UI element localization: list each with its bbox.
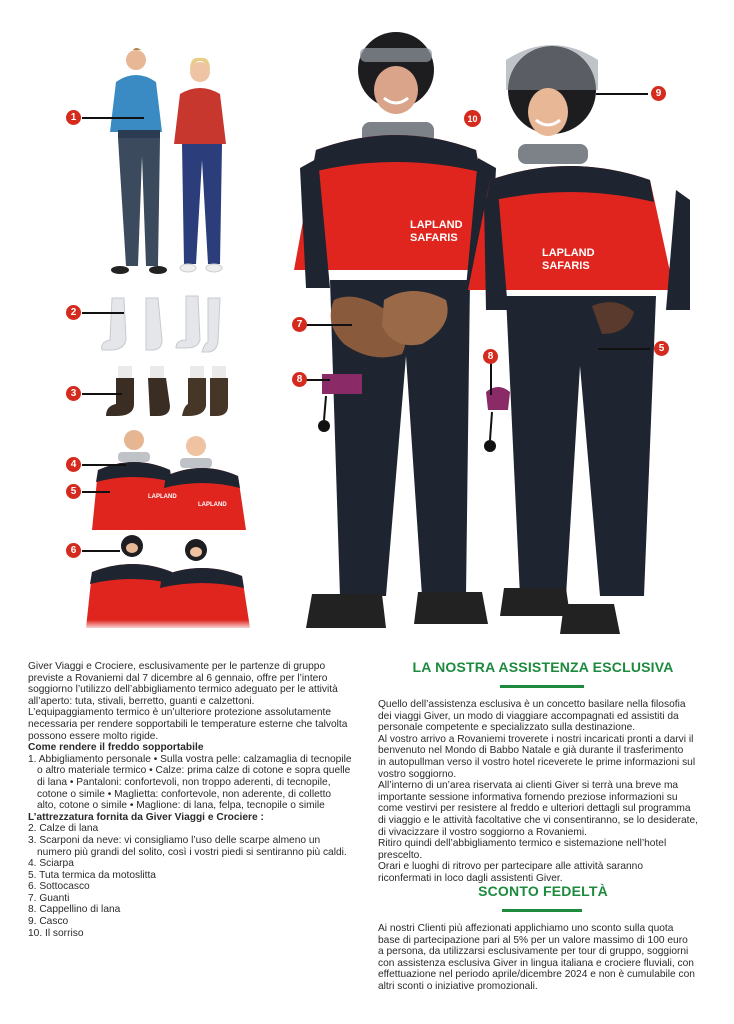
marker-2: 2 (66, 305, 81, 320)
intro-line: necessaria per rendere sopportabili le temperature esterne che talvolta (28, 718, 348, 730)
photo-scarf-and-suit (92, 430, 246, 530)
marker-5b: 5 (654, 341, 669, 356)
suit-logo-right-line1: LAPLAND (542, 247, 595, 259)
intro-paragraph (28, 661, 378, 742)
intro-line: all’aperto: tuta, stivali, berretto, guanti e calzettoni. (28, 695, 255, 707)
equipment-item: 9. Casco (28, 916, 69, 928)
equipment-section-title: L’attrezzatura fornita da Giver Viaggi e Crociere : (28, 811, 264, 823)
suit-logo-left-line1: LAPLAND (410, 219, 463, 231)
photo-snow-boots (106, 366, 228, 416)
assistance-line: di viaggio e le attività facoltative che vi consentiranno, se lo desiderate, (378, 814, 698, 826)
assistance-line: All’interno di un’area riservata ai clienti Giver si terrà una breve ma (378, 780, 679, 792)
assistance-line: Al vostro arrivo a Rovaniemi troverete i nostri incaricati pronti a darvi il (378, 733, 694, 745)
suit-logo-right-line2: SAFARIS (542, 260, 590, 272)
leader-8a (306, 379, 330, 381)
leader-2 (82, 312, 124, 314)
equipment-item: 10. Il sorriso (28, 927, 84, 939)
equipment-item: 5. Tuta termica da motoslitta (28, 869, 156, 881)
marker-10: 10 (464, 110, 481, 127)
cold-line: alto, cotone o simile • Maglione: di lana, felpa, tecnopile o simile (37, 800, 325, 812)
assistance-line: in autopullman verso il vostro hotel riceverete le prime informazioni sul (378, 756, 696, 768)
cold-line: o altro materiale termico • Calze: prima calze di cotone e sopra quelle (37, 765, 351, 777)
loyalty-line: altri sconti o iniziative promozionali. (378, 980, 538, 992)
assistance-heading-rule (500, 685, 584, 688)
leader-4 (82, 464, 126, 466)
equipment-item: 4. Sciarpa (28, 858, 74, 870)
assistance-line: Quello dell’assistenza esclusiva è un concetto basilare nella filosofia (378, 699, 686, 710)
loyalty-heading-rule (502, 909, 582, 912)
assistance-line: come vestirvi per resistere al freddo e ulteriori dettagli sul programma (378, 803, 691, 815)
thermal-clothing-text (28, 661, 378, 939)
assistance-heading: LA NOSTRA ASSISTENZA ESCLUSIVA (412, 659, 674, 675)
photo-base-layer-couple (110, 48, 226, 274)
leader-5a (82, 491, 110, 493)
leader-9 (596, 93, 648, 95)
cold-section-title: Come rendere il freddo sopportabile (28, 742, 204, 754)
assistance-line: benvenuto nel Mondo di Babbo Natale e già durante il trasferimento (378, 745, 684, 757)
intro-line: possono essere molto rigide. (28, 730, 159, 742)
photo-full-outfit-right (468, 45, 690, 634)
leader-1 (82, 117, 144, 119)
leader-7 (306, 324, 352, 326)
suit-logo-left-line2: SAFARIS (410, 232, 458, 244)
leader-5b (598, 348, 650, 350)
intro-line: previste a Rovaniemi dal 7 dicembre al 6 gennaio, offre per l’intero (28, 672, 328, 684)
equipment-list (28, 823, 378, 939)
loyalty-line: base di partecipazione pari al 5% per un valore massimo di 100 euro (378, 934, 688, 946)
loyalty-text (378, 923, 723, 993)
mini-logo-b: LAPLAND (198, 502, 227, 508)
equipment-item: 2. Calze di lana (28, 823, 99, 835)
assistance-line: prescelto. (378, 849, 423, 861)
equipment-item: 8. Cappellino di lana (28, 904, 121, 916)
mini-logo-a: LAPLAND (148, 494, 177, 500)
loyalty-line: con assistenza esclusiva Giver in lingua italiana e crociere fluviali, con (378, 957, 694, 969)
loyalty-heading: SCONTO FEDELTÀ (478, 883, 608, 899)
loyalty-line: a persona, da utilizzarsi esclusivamente per tour di gruppo, soggiorni (378, 946, 689, 958)
loyalty-line: effettuazione nel periodo aprile/dicembre 2024 e non è cumulabile con (378, 969, 695, 981)
cold-line: di lana • Pantaloni: confortevoli, non troppo aderenti, di tecnopile, (37, 776, 331, 788)
assistance-line: personale competente e specializzato sulla destinazione. (378, 722, 636, 734)
marker-9: 9 (651, 86, 666, 101)
leader-6 (82, 550, 120, 552)
intro-line: soggiorno l’utilizzo dell’abbigliamento termico adeguato per le attività (28, 684, 338, 696)
marker-4: 4 (66, 457, 81, 472)
marker-1: 1 (66, 110, 81, 125)
assistance-line: dei viaggi Giver, un modo di viaggiare accompagnati ed assistiti da (378, 710, 679, 722)
marker-6: 6 (66, 543, 81, 558)
cold-list-item (28, 754, 378, 812)
equipment-item: 6. Sottocasco (28, 881, 90, 893)
assistance-line: riconfermati in loco dagli assistenti Giver. (378, 872, 563, 884)
assistance-line: Orari e luoghi di ritrovo per partecipare alle attività saranno (378, 861, 644, 873)
leader-3 (82, 393, 122, 395)
assistance-line: di vivacizzare il vostro soggiorno a Rovaniemi. (378, 826, 587, 838)
marker-8a: 8 (292, 372, 307, 387)
marker-8b: 8 (483, 349, 498, 364)
leader-8b (490, 363, 492, 395)
assistance-line: Ritiro quindi dell’abbigliamento termico e sistemazione nell’hotel (378, 838, 667, 850)
marker-5a: 5 (66, 484, 81, 499)
equipment-item: 7. Guanti (28, 892, 70, 904)
assistance-text (378, 699, 723, 885)
equipment-item: numero più grandi del solito, così i vostri piedi si sentiranno più caldi. (37, 846, 347, 858)
cold-line: cotone o simile • Maglietta: confortevole, non aderente, di colletto (37, 788, 332, 800)
assistance-line: vostro soggiorno. (378, 768, 457, 780)
equipment-item: 3. Scarponi da neve: vi consigliamo l’uso delle scarpe almeno un (28, 834, 321, 846)
marker-7: 7 (292, 317, 307, 332)
intro-line: L’equipaggiamento termico è un’ulteriore protezione assolutamente (28, 707, 331, 719)
loyalty-line: Ai nostri Clienti più affezionati applichiamo uno sconto sulla quota (378, 923, 674, 934)
marker-3: 3 (66, 386, 81, 401)
photo-wool-socks (102, 296, 220, 352)
cold-line: 1. Abbigliamento personale • Sulla vostra pelle: calzamaglia di tecnopile (28, 753, 352, 765)
intro-line: Giver Viaggi e Crociere, esclusivamente per le partenze di gruppo (28, 661, 326, 672)
assistance-line: importante sessione informativa fornendo preziose informazioni su (378, 791, 678, 803)
